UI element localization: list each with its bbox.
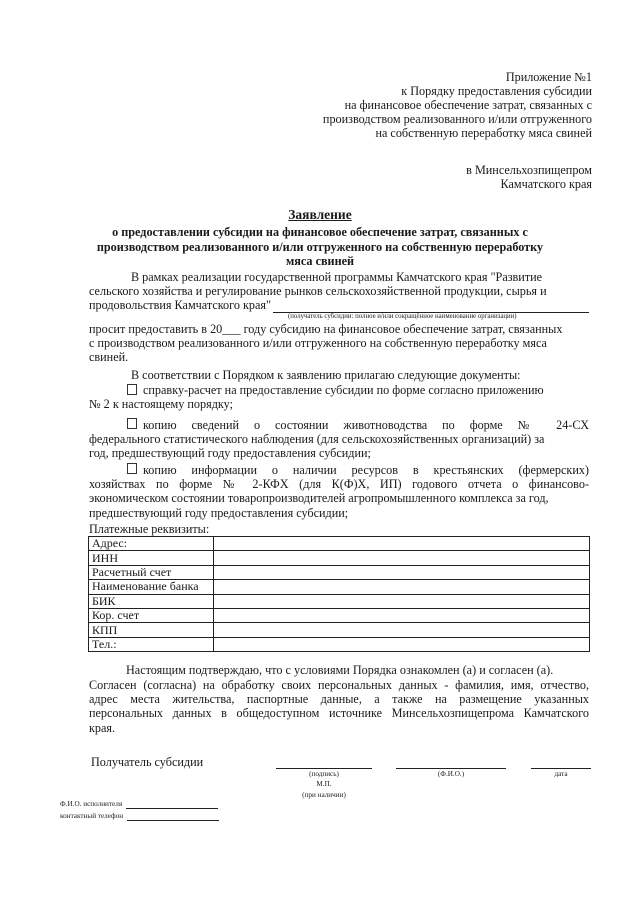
payment-row [89, 551, 590, 565]
consent-paragraph [89, 678, 589, 735]
payment-label: Кор. счет [89, 608, 214, 622]
payment-label: Наименование банка [89, 580, 214, 594]
document-item-2 [89, 418, 589, 461]
request-line-2: с производством реализованного и/или отгруженного на собственную переработку мяса [89, 336, 547, 351]
stamp-label: М.П. [316, 780, 332, 788]
payment-row [89, 637, 590, 651]
appendix-line: на финансовое обеспечение затрат, связанных с [344, 98, 592, 112]
payment-row [89, 594, 590, 608]
addressee-block [292, 163, 592, 191]
attachments-intro: В соответствии с Порядком к заявлению прилагаю следующие документы: [131, 368, 521, 382]
payment-row [89, 608, 590, 622]
payment-row [89, 580, 590, 594]
payment-row [89, 565, 590, 579]
intro-line-2: сельского хозяйства и регулирование рынков сельскохозяйственной продукции, сырья и [89, 284, 547, 299]
subtitle-line-2: производством реализованного и/или отгруженного на собственную переработку [96, 239, 544, 254]
intro-line-3: продовольствия Камчатского края" [89, 298, 271, 313]
payment-value-phone[interactable] [214, 637, 590, 651]
document-3-checkbox[interactable] [127, 463, 137, 474]
request-line-1: просит предоставить в 20___ году субсидию на финансовое обеспечение затрат, связанных [89, 322, 563, 336]
document-2-line-2: федерального статистического наблюдения (для сельскохозяйственных организаций) за [89, 432, 545, 447]
request-paragraph [89, 322, 589, 365]
payment-label: Расчетный счет [89, 565, 214, 579]
payment-value-corr[interactable] [214, 608, 590, 622]
consent-line-3: персональных данных в общедоступном источнике Минсельхозпищепрома Камчатского [89, 706, 589, 721]
appendix-line: производством реализованного и/или отгруженного [322, 112, 592, 126]
payment-heading: Платежные реквизиты: [89, 522, 210, 536]
signature-hint: (подпись) [309, 770, 339, 778]
document-2-line-1: копию сведений о состоянии животноводства по форме № 24-СХ [143, 418, 589, 432]
subtitle-line-3: мяса свиней [285, 254, 355, 268]
fio-hint: (Ф.И.О.) [437, 770, 465, 778]
recipient-label: Получатель субсидии [91, 755, 204, 769]
executor-phone-label: контактный телефон [60, 812, 124, 820]
document-1-checkbox[interactable] [127, 384, 137, 395]
fio-line[interactable] [396, 768, 506, 769]
payment-label: БИК [89, 594, 214, 608]
consent-line-1: Согласен (согласна) на обработку своих персональных данных - фамилия, имя, отчество, [89, 678, 589, 692]
payment-value-bank[interactable] [214, 580, 590, 594]
payment-label: Адрес: [89, 537, 214, 551]
stamp-hint: (при наличии) [302, 791, 346, 799]
addressee-line-2: Камчатского края [500, 177, 592, 191]
document-3-line-3: экономическом состоянии товаропроизводителей агропромышленного комплекса за год, [89, 491, 549, 506]
signature-line[interactable] [276, 768, 372, 769]
appendix-line: Приложение №1 [505, 70, 592, 84]
date-line[interactable] [531, 768, 591, 769]
payment-row [89, 623, 590, 637]
document-3-line-4: предшествующий году предоставления субсидии; [89, 505, 349, 520]
recipient-name-line[interactable] [273, 301, 589, 313]
executor-fio-label: Ф.И.О. исполнителя [60, 800, 123, 808]
document-2-checkbox[interactable] [127, 418, 137, 429]
document-subtitle [70, 225, 570, 269]
confirmation-text: Настоящим подтверждаю, что с условиями Порядка ознакомлен (а) и согласен (а). [126, 663, 554, 677]
payment-row [89, 537, 590, 551]
addressee-line-1: в Минсельхозпищепром [466, 163, 592, 177]
payment-label: КПП [89, 623, 214, 637]
request-line-3: свиней. [89, 350, 129, 365]
payment-value-bik[interactable] [214, 594, 590, 608]
date-hint: дата [554, 770, 568, 778]
executor-fio-row [60, 800, 218, 809]
intro-line-1: В рамках реализации государственной программы Камчатского края "Развитие [131, 270, 543, 284]
document-item-3 [89, 463, 589, 520]
document-2-line-3: год, предшествующий году предоставления субсидии; [89, 446, 371, 461]
executor-phone-row [60, 812, 219, 821]
recipient-hint: (получатель субсидии: полное и/или сокращённое наименование организации) [288, 313, 517, 320]
document-3-line-1: копию информации о наличии ресурсов в крестьянских (фермерских) [143, 463, 589, 477]
payment-value-inn[interactable] [214, 551, 590, 565]
intro-paragraph [89, 270, 589, 313]
appendix-block [212, 70, 592, 140]
document-item-1 [89, 383, 589, 411]
consent-line-4: края. [89, 720, 116, 735]
payment-value-account[interactable] [214, 565, 590, 579]
document-title: Заявление [288, 207, 352, 222]
appendix-line: на собственную переработку мяса свиней [375, 126, 592, 140]
document-1-line-1: справку-расчет на предоставление субсидии по форме согласно приложению [143, 383, 544, 397]
payment-value-address[interactable] [214, 537, 590, 551]
appendix-line: к Порядку предоставления субсидии [401, 84, 592, 98]
consent-line-2: адрес места жительства, паспортные данные, а также на размещение указанных [89, 692, 589, 707]
executor-phone-line[interactable] [127, 812, 219, 821]
subtitle-line-1: о предоставлении субсидии на финансовое обеспечение затрат, связанных с [112, 225, 528, 239]
payment-label: Тел.: [89, 637, 214, 651]
document-1-line-2: № 2 к настоящему порядку; [89, 397, 233, 412]
payment-table [88, 536, 590, 652]
document-3-line-2: хозяйствах по форме № 2-КФХ (для К(Ф)Х, ИП) годового отчета о финансово- [89, 477, 589, 492]
executor-fio-line[interactable] [126, 800, 218, 809]
payment-value-kpp[interactable] [214, 623, 590, 637]
payment-label: ИНН [89, 551, 214, 565]
